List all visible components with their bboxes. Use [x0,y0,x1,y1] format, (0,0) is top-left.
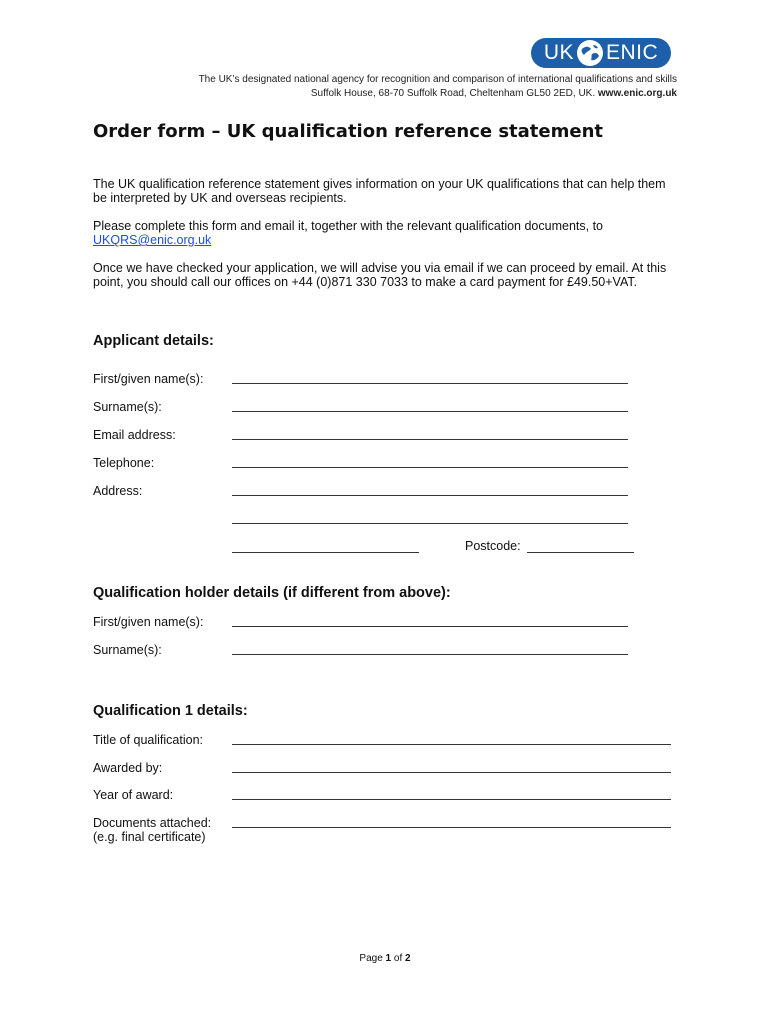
email-link[interactable]: UKQRS@enic.org.uk [93,233,212,247]
applicant-email-field[interactable] [232,439,628,440]
header-address-line [311,88,677,99]
documents-attached-field[interactable] [232,827,671,828]
applicant-telephone-field[interactable] [232,467,628,468]
applicant-surname-field[interactable] [232,411,628,412]
applicant-telephone-label: Telephone: [93,456,155,470]
intro-paragraph-3: Once we have checked your application, we will advise you via email if we can proceed by email. At this point, you should call our offices on +44 (0)871 330 7033 to make a card payment for £49.50+VAT. [93,261,667,289]
applicant-details-heading: Applicant details: [93,333,214,349]
year-of-award-field[interactable] [232,799,671,800]
applicant-address-label: Address: [93,484,143,498]
logo-text-right: ENIC [606,41,659,64]
intro-paragraph-2 [93,219,673,247]
logo-text-left: UK [543,41,574,64]
of-word: of [393,953,403,964]
qualification-title-field[interactable] [232,744,671,745]
applicant-address-field-1[interactable] [232,495,628,496]
applicant-email-label: Email address: [93,428,176,442]
documents-attached-label: Documents attached: [93,816,212,830]
holder-surname-field[interactable] [232,654,628,655]
page-title: Order form – UK qualification reference statement [93,121,604,142]
qualification-1-heading: Qualification 1 details: [93,703,248,719]
page-number [0,953,770,964]
page-total: 2 [405,953,411,964]
applicant-surname-label: Surname(s): [93,400,162,414]
holder-first-name-label: First/given name(s): [93,615,204,629]
header-address: Suffolk House, 68-70 Suffolk Road, Cheltenham GL50 2ED, UK. [310,88,596,99]
applicant-address-field-2[interactable] [232,523,628,524]
holder-first-name-field[interactable] [232,626,628,627]
qualification-title-label: Title of qualification: [93,733,204,747]
postcode-field[interactable] [527,552,634,553]
year-of-award-label: Year of award: [93,788,174,802]
awarded-by-field[interactable] [232,772,671,773]
applicant-address-field-3[interactable] [232,552,419,553]
page-word: Page [359,953,383,964]
awarded-by-label: Awarded by: [93,761,163,775]
header-website-link[interactable]: www.enic.org.uk [597,88,677,99]
applicant-first-name-field[interactable] [232,383,628,384]
intro-paragraph-2-text: Please complete this form and email it, together with the relevant qualification documents, to [93,219,603,233]
intro-paragraph-1: The UK qualification reference statement gives information on your UK qualifications that can help them be interpreted by UK and overseas recipients. [93,177,666,205]
page-current: 1 [385,953,392,964]
postcode-label: Postcode: [465,539,521,553]
applicant-first-name-label: First/given name(s): [93,372,204,386]
holder-surname-label: Surname(s): [93,643,162,657]
header-agency-line: The UK’s designated national agency for recognition and comparison of international qualifications and skills [198,74,677,85]
holder-details-heading: Qualification holder details (if different from above): [93,585,451,601]
documents-attached-hint: (e.g. final certificate) [93,830,206,844]
uk-enic-logo [531,38,671,68]
globe-icon [577,40,603,66]
